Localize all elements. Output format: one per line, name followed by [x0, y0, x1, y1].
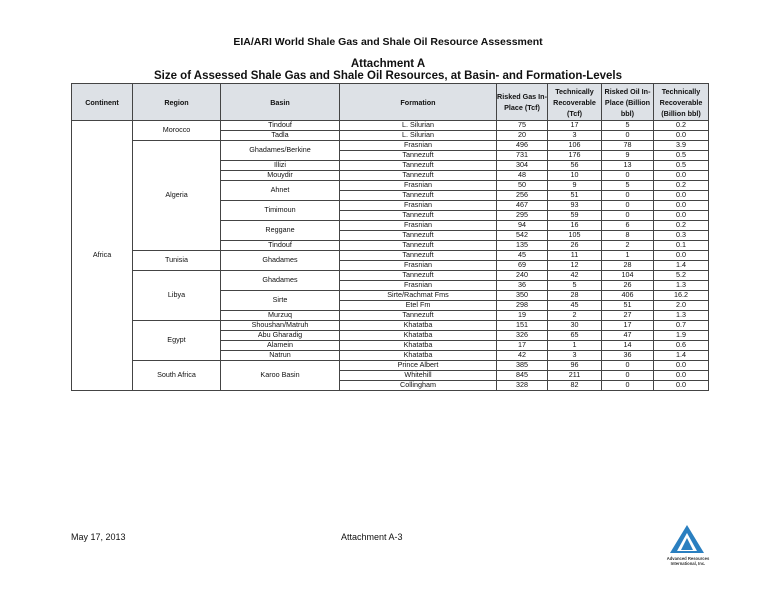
- formation-cell: Tannezuft: [340, 241, 497, 251]
- gas-recoverable-cell: 93: [548, 201, 602, 211]
- gas-in-place-cell: 298: [497, 301, 548, 311]
- gas-in-place-cell: 326: [497, 331, 548, 341]
- oil-recoverable-cell: 0.2: [654, 121, 709, 131]
- oil-in-place-cell: 0: [602, 381, 654, 391]
- oil-in-place-cell: 0: [602, 201, 654, 211]
- basin-cell: Mouydir: [221, 171, 340, 181]
- col-header: Risked Oil In-Place (Billion bbl): [602, 84, 654, 121]
- basin-cell: Karoo Basin: [221, 361, 340, 391]
- formation-cell: Frasnian: [340, 221, 497, 231]
- basin-cell: Tindouf: [221, 121, 340, 131]
- table-row: [72, 121, 709, 131]
- col-header: Technically Recoverable (Billion bbl): [654, 84, 709, 121]
- table-row: [72, 271, 709, 281]
- resource-table: [71, 83, 709, 391]
- gas-in-place-cell: 19: [497, 311, 548, 321]
- oil-recoverable-cell: 0.0: [654, 381, 709, 391]
- gas-recoverable-cell: 59: [548, 211, 602, 221]
- gas-recoverable-cell: 105: [548, 231, 602, 241]
- basin-cell: Tadla: [221, 131, 340, 141]
- oil-recoverable-cell: 0.2: [654, 181, 709, 191]
- oil-recoverable-cell: 0.0: [654, 361, 709, 371]
- gas-recoverable-cell: 42: [548, 271, 602, 281]
- oil-recoverable-cell: 5.2: [654, 271, 709, 281]
- col-header: Continent: [72, 84, 133, 121]
- oil-recoverable-cell: 0.2: [654, 221, 709, 231]
- formation-cell: Khatatba: [340, 331, 497, 341]
- gas-in-place-cell: 385: [497, 361, 548, 371]
- gas-recoverable-cell: 28: [548, 291, 602, 301]
- gas-in-place-cell: 135: [497, 241, 548, 251]
- region-cell: Tunisia: [133, 251, 221, 271]
- formation-cell: Tannezuft: [340, 311, 497, 321]
- region-cell: Morocco: [133, 121, 221, 141]
- formation-cell: Sirte/Rachmat Fms: [340, 291, 497, 301]
- oil-in-place-cell: 6: [602, 221, 654, 231]
- gas-in-place-cell: 496: [497, 141, 548, 151]
- col-header: Basin: [221, 84, 340, 121]
- col-header: Region: [133, 84, 221, 121]
- formation-cell: Frasnian: [340, 281, 497, 291]
- gas-in-place-cell: 17: [497, 341, 548, 351]
- oil-in-place-cell: 1: [602, 251, 654, 261]
- col-header: Risked Gas In-Place (Tcf): [497, 84, 548, 121]
- basin-cell: Timimoun: [221, 201, 340, 221]
- oil-in-place-cell: 26: [602, 281, 654, 291]
- oil-in-place-cell: 2: [602, 241, 654, 251]
- gas-recoverable-cell: 17: [548, 121, 602, 131]
- region-cell: Libya: [133, 271, 221, 321]
- oil-in-place-cell: 36: [602, 351, 654, 361]
- table-body: [72, 121, 709, 391]
- oil-recoverable-cell: 0.1: [654, 241, 709, 251]
- basin-cell: Ghadames/Berkine: [221, 141, 340, 161]
- oil-in-place-cell: 13: [602, 161, 654, 171]
- formation-cell: Etel Fm: [340, 301, 497, 311]
- formation-cell: Collingham: [340, 381, 497, 391]
- formation-cell: L. Silurian: [340, 121, 497, 131]
- basin-cell: Natrun: [221, 351, 340, 361]
- region-cell: South Africa: [133, 361, 221, 391]
- oil-recoverable-cell: 1.3: [654, 281, 709, 291]
- gas-recoverable-cell: 30: [548, 321, 602, 331]
- formation-cell: Tannezuft: [340, 251, 497, 261]
- gas-recoverable-cell: 176: [548, 151, 602, 161]
- document-title: EIA/ARI World Shale Gas and Shale Oil Resource Assessment: [233, 36, 543, 48]
- basin-cell: Ghadames: [221, 251, 340, 271]
- oil-recoverable-cell: 16.2: [654, 291, 709, 301]
- oil-in-place-cell: 28: [602, 261, 654, 271]
- oil-in-place-cell: 0: [602, 171, 654, 181]
- gas-recoverable-cell: 5: [548, 281, 602, 291]
- basin-cell: Illizi: [221, 161, 340, 171]
- basin-cell: Ahnet: [221, 181, 340, 201]
- oil-recoverable-cell: 0.0: [654, 191, 709, 201]
- oil-in-place-cell: 0: [602, 211, 654, 221]
- basin-cell: Reggane: [221, 221, 340, 241]
- formation-cell: Khatatba: [340, 321, 497, 331]
- oil-in-place-cell: 47: [602, 331, 654, 341]
- gas-in-place-cell: 350: [497, 291, 548, 301]
- gas-recoverable-cell: 106: [548, 141, 602, 151]
- oil-in-place-cell: 104: [602, 271, 654, 281]
- logo-text: Advanced Resources International, Inc.: [666, 556, 710, 566]
- oil-recoverable-cell: 3.9: [654, 141, 709, 151]
- gas-in-place-cell: 151: [497, 321, 548, 331]
- table-caption: Size of Assessed Shale Gas and Shale Oil Resources, at Basin- and Formation-Levels: [153, 70, 623, 82]
- basin-cell: Ghadames: [221, 271, 340, 291]
- formation-cell: Tannezuft: [340, 151, 497, 161]
- col-header: Technically Recoverable (Tcf): [548, 84, 602, 121]
- oil-recoverable-cell: 0.0: [654, 371, 709, 381]
- gas-in-place-cell: 731: [497, 151, 548, 161]
- oil-recoverable-cell: 0.0: [654, 131, 709, 141]
- region-cell: Egypt: [133, 321, 221, 361]
- gas-in-place-cell: 467: [497, 201, 548, 211]
- gas-in-place-cell: 36: [497, 281, 548, 291]
- attachment-heading: [0, 58, 776, 82]
- oil-recoverable-cell: 0.5: [654, 161, 709, 171]
- formation-cell: Frasnian: [340, 261, 497, 271]
- gas-recoverable-cell: 9: [548, 181, 602, 191]
- gas-in-place-cell: 69: [497, 261, 548, 271]
- gas-recoverable-cell: 1: [548, 341, 602, 351]
- oil-in-place-cell: 406: [602, 291, 654, 301]
- gas-recoverable-cell: 211: [548, 371, 602, 381]
- gas-recoverable-cell: 11: [548, 251, 602, 261]
- gas-recoverable-cell: 3: [548, 131, 602, 141]
- table-row: [72, 251, 709, 261]
- gas-recoverable-cell: 10: [548, 171, 602, 181]
- oil-in-place-cell: 0: [602, 361, 654, 371]
- oil-recoverable-cell: 1.9: [654, 331, 709, 341]
- oil-in-place-cell: 51: [602, 301, 654, 311]
- gas-in-place-cell: 75: [497, 121, 548, 131]
- basin-cell: Shoushan/Matruh: [221, 321, 340, 331]
- oil-in-place-cell: 78: [602, 141, 654, 151]
- gas-recoverable-cell: 82: [548, 381, 602, 391]
- footer-date: May 17, 2013: [71, 532, 126, 542]
- oil-recoverable-cell: 1.4: [654, 351, 709, 361]
- gas-in-place-cell: 542: [497, 231, 548, 241]
- formation-cell: Tannezuft: [340, 191, 497, 201]
- gas-recoverable-cell: 3: [548, 351, 602, 361]
- basin-cell: Tindouf: [221, 241, 340, 251]
- oil-recoverable-cell: 0.0: [654, 211, 709, 221]
- formation-cell: Khatatba: [340, 341, 497, 351]
- gas-in-place-cell: 94: [497, 221, 548, 231]
- basin-cell: Abu Gharadig: [221, 331, 340, 341]
- gas-in-place-cell: 256: [497, 191, 548, 201]
- table-row: [72, 141, 709, 151]
- oil-in-place-cell: 14: [602, 341, 654, 351]
- formation-cell: Tannezuft: [340, 271, 497, 281]
- oil-in-place-cell: 8: [602, 231, 654, 241]
- oil-in-place-cell: 0: [602, 191, 654, 201]
- gas-in-place-cell: 48: [497, 171, 548, 181]
- gas-recoverable-cell: 56: [548, 161, 602, 171]
- oil-recoverable-cell: 0.7: [654, 321, 709, 331]
- formation-cell: Tannezuft: [340, 161, 497, 171]
- formation-cell: Tannezuft: [340, 231, 497, 241]
- gas-in-place-cell: 845: [497, 371, 548, 381]
- gas-in-place-cell: 20: [497, 131, 548, 141]
- oil-recoverable-cell: 1.4: [654, 261, 709, 271]
- continent-cell: Africa: [72, 121, 133, 391]
- oil-in-place-cell: 17: [602, 321, 654, 331]
- oil-recoverable-cell: 0.5: [654, 151, 709, 161]
- formation-cell: L. Silurian: [340, 131, 497, 141]
- oil-in-place-cell: 0: [602, 131, 654, 141]
- formation-cell: Prince Albert: [340, 361, 497, 371]
- gas-in-place-cell: 240: [497, 271, 548, 281]
- gas-recoverable-cell: 96: [548, 361, 602, 371]
- formation-cell: Whitehill: [340, 371, 497, 381]
- oil-in-place-cell: 0: [602, 371, 654, 381]
- table-row: [72, 321, 709, 331]
- basin-cell: Alamein: [221, 341, 340, 351]
- oil-recoverable-cell: 0.3: [654, 231, 709, 241]
- table-row: [72, 361, 709, 371]
- header-row: [72, 84, 709, 121]
- basin-cell: Sirte: [221, 291, 340, 311]
- formation-cell: Frasnian: [340, 141, 497, 151]
- gas-recoverable-cell: 26: [548, 241, 602, 251]
- gas-in-place-cell: 328: [497, 381, 548, 391]
- attachment-label: Attachment A: [350, 58, 426, 70]
- formation-cell: Frasnian: [340, 181, 497, 191]
- gas-recoverable-cell: 2: [548, 311, 602, 321]
- gas-in-place-cell: 42: [497, 351, 548, 361]
- gas-recoverable-cell: 45: [548, 301, 602, 311]
- oil-in-place-cell: 27: [602, 311, 654, 321]
- col-header: Formation: [340, 84, 497, 121]
- gas-recoverable-cell: 16: [548, 221, 602, 231]
- oil-recoverable-cell: 2.0: [654, 301, 709, 311]
- formation-cell: Khatatba: [340, 351, 497, 361]
- oil-in-place-cell: 5: [602, 181, 654, 191]
- oil-recoverable-cell: 1.3: [654, 311, 709, 321]
- formation-cell: Tannezuft: [340, 211, 497, 221]
- oil-recoverable-cell: 0.0: [654, 251, 709, 261]
- oil-in-place-cell: 5: [602, 121, 654, 131]
- gas-recoverable-cell: 65: [548, 331, 602, 341]
- oil-recoverable-cell: 0.0: [654, 171, 709, 181]
- formation-cell: Frasnian: [340, 201, 497, 211]
- basin-cell: Murzuq: [221, 311, 340, 321]
- region-cell: Algeria: [133, 141, 221, 251]
- gas-recoverable-cell: 51: [548, 191, 602, 201]
- oil-in-place-cell: 9: [602, 151, 654, 161]
- gas-recoverable-cell: 12: [548, 261, 602, 271]
- footer-page-label: Attachment A-3: [341, 532, 403, 542]
- gas-in-place-cell: 304: [497, 161, 548, 171]
- gas-in-place-cell: 295: [497, 211, 548, 221]
- formation-cell: Tannezuft: [340, 171, 497, 181]
- oil-recoverable-cell: 0.6: [654, 341, 709, 351]
- gas-in-place-cell: 45: [497, 251, 548, 261]
- gas-in-place-cell: 50: [497, 181, 548, 191]
- oil-recoverable-cell: 0.0: [654, 201, 709, 211]
